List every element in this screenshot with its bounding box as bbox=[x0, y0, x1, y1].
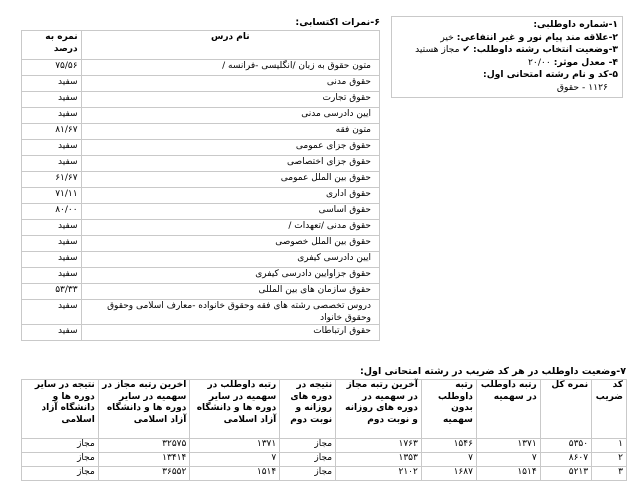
exam-field-label: ۵-کد و نام رشته امتحانی اول: bbox=[483, 69, 618, 80]
course-name: حقوق اساسی bbox=[81, 204, 379, 220]
grade-row bbox=[22, 284, 380, 300]
grade-row bbox=[22, 76, 380, 92]
applicant-number-label: ۱-شماره داوطلبی: bbox=[533, 19, 618, 30]
status-cell: ۲ bbox=[592, 453, 627, 467]
status-cell: ۱۵۱۴ bbox=[476, 467, 540, 481]
status-row bbox=[22, 467, 627, 481]
grade-row bbox=[22, 124, 380, 140]
course-grade: سفید bbox=[22, 268, 82, 284]
status-column-header: نمره کل bbox=[540, 380, 591, 439]
payam-noor-value: خیر bbox=[440, 31, 454, 43]
status-cell: ۷ bbox=[421, 453, 476, 467]
course-grade: سفید bbox=[22, 92, 82, 108]
status-column-header: آخرین رتبه مجاز در سهمیه در دوره های روزانه و نوبت دوم bbox=[336, 380, 422, 439]
status-cell: ۵۳۵۰ bbox=[540, 439, 591, 453]
status-cell: ۱۳۷۱ bbox=[190, 439, 280, 453]
status-cell: ۵۲۱۳ bbox=[540, 467, 591, 481]
status-cell: ۷ bbox=[476, 453, 540, 467]
course-grade: سفید bbox=[22, 140, 82, 156]
grade-row bbox=[22, 156, 380, 172]
course-grade: سفید bbox=[22, 156, 82, 172]
status-column-header: رتبه داوطلب در سهمیه bbox=[476, 380, 540, 439]
course-name: حقوق مدنی bbox=[81, 76, 379, 92]
grade-row bbox=[22, 172, 380, 188]
course-name: حقوق بین الملل خصوصی bbox=[81, 236, 379, 252]
course-grade: ۵۳/۳۳ bbox=[22, 284, 82, 300]
course-grade: ۸۱/۶۷ bbox=[22, 124, 82, 140]
grades-table bbox=[21, 30, 380, 341]
course-name: حقوق سازمان های بین المللی bbox=[81, 284, 379, 300]
status-cell: ۳۲۵۷۵ bbox=[98, 439, 190, 453]
grade-row bbox=[22, 60, 380, 76]
status-cell: مجاز bbox=[22, 439, 99, 453]
grade-row bbox=[22, 220, 380, 236]
status-cell: مجاز bbox=[280, 467, 336, 481]
status-row bbox=[22, 453, 627, 467]
course-name-header: نام درس bbox=[81, 31, 379, 60]
status-header-row bbox=[22, 380, 627, 439]
status-cell: مجاز bbox=[22, 453, 99, 467]
grade-row bbox=[22, 325, 380, 341]
status-column-header: رتبه داوطلب بدون سهمیه bbox=[421, 380, 476, 439]
grade-row bbox=[22, 92, 380, 108]
course-grade: سفید bbox=[22, 76, 82, 92]
course-name: حقوق بین الملل عمومی bbox=[81, 172, 379, 188]
grade-row bbox=[22, 300, 380, 325]
gpa-value: ۲۰/۰۰ bbox=[527, 56, 551, 68]
course-grade: ۶۱/۶۷ bbox=[22, 172, 82, 188]
gpa-label: ۴- معدل موثر: bbox=[553, 56, 618, 68]
status-cell: ۳۶۵۵۲ bbox=[98, 467, 190, 481]
status-column-header: کد ضریب bbox=[592, 380, 627, 439]
status-cell: ۷ bbox=[190, 453, 280, 467]
gpa-row bbox=[396, 57, 618, 70]
status-cell: ۸۶۰۷ bbox=[540, 453, 591, 467]
course-name: حقوق جزای عمومی bbox=[81, 140, 379, 156]
course-name: ایین دادرسی کیفری bbox=[81, 252, 379, 268]
status-cell: ۱۳۷۱ bbox=[476, 439, 540, 453]
status-cell: ۱۷۶۳ bbox=[336, 439, 422, 453]
status-column-header: نتیجه در دوره های روزانه و نوبت دوم bbox=[280, 380, 336, 439]
grade-row bbox=[22, 252, 380, 268]
course-name: حقوق جزاوایین دادرسی کیفری bbox=[81, 268, 379, 284]
exam-field-value: ۱۱۲۶ - حقوق bbox=[556, 81, 608, 93]
status-cell: ۲۱۰۲ bbox=[336, 467, 422, 481]
status-cell: ۱ bbox=[592, 439, 627, 453]
course-name: حقوق اداری bbox=[81, 188, 379, 204]
course-name: حقوق ارتباطات bbox=[81, 325, 379, 341]
status-table bbox=[21, 379, 627, 481]
course-grade: ۸۰/۰۰ bbox=[22, 204, 82, 220]
course-grade: سفید bbox=[22, 300, 82, 325]
status-row bbox=[22, 439, 627, 453]
status-cell: مجاز bbox=[280, 439, 336, 453]
course-grade: سفید bbox=[22, 220, 82, 236]
status-section-title: ۷-وضعیت داوطلب در هر کد ضریب در رشته امتحانی اول: bbox=[360, 366, 626, 377]
course-name: دروس تخصصی رشته های فقه وحقوق خانواده -معارف اسلامی وحقوق وحقوق خانواد bbox=[81, 300, 379, 325]
course-name: حقوق مدنی /تعهدات / bbox=[81, 220, 379, 236]
course-grade: ۷۱/۱۱ bbox=[22, 188, 82, 204]
selection-status-label: ۳-وضعیت انتخاب رشته داوطلب: bbox=[473, 44, 618, 55]
status-cell: ۳ bbox=[592, 467, 627, 481]
selection-status-row bbox=[396, 44, 618, 57]
payam-noor-row bbox=[396, 32, 618, 45]
status-column-header: نتیجه در سایر دوره ها و دانشگاه آزاد اسلامی bbox=[22, 380, 99, 439]
grade-row bbox=[22, 236, 380, 252]
status-cell: ۱۵۱۴ bbox=[190, 467, 280, 481]
course-grade: سفید bbox=[22, 325, 82, 341]
grade-percent-header: نمره به درصد bbox=[22, 31, 82, 60]
status-cell: ۱۵۴۶ bbox=[421, 439, 476, 453]
grades-section-title: ۶-نمرات اکتسابی: bbox=[295, 17, 380, 28]
status-column-header: اخرین رتبه مجاز در سهمیه در سایر دوره ها و دانشگاه آزاد اسلامی bbox=[98, 380, 190, 439]
grade-row bbox=[22, 108, 380, 124]
selection-status-value: مجاز هستید bbox=[415, 44, 460, 55]
status-cell: ۱۶۸۷ bbox=[421, 467, 476, 481]
grade-row bbox=[22, 268, 380, 284]
status-cell: ۱۳۵۳ bbox=[336, 453, 422, 467]
payam-noor-label: ۲-علاقه مند پیام نور و غیر انتفاعی: bbox=[456, 31, 618, 43]
check-icon: ✔ bbox=[462, 44, 471, 55]
course-grade: سفید bbox=[22, 236, 82, 252]
course-name: ایین دادرسی مدنی bbox=[81, 108, 379, 124]
course-grade: ۷۵/۵۶ bbox=[22, 60, 82, 76]
grade-row bbox=[22, 204, 380, 220]
course-grade: سفید bbox=[22, 108, 82, 124]
course-name: متون حقوق به زبان /انگلیسی -فرانسه / bbox=[81, 60, 379, 76]
course-name: حقوق تجارت bbox=[81, 92, 379, 108]
grade-row bbox=[22, 140, 380, 156]
course-name: حقوق جزای اختصاصی bbox=[81, 156, 379, 172]
status-cell: مجاز bbox=[22, 467, 99, 481]
status-cell: ۱۳۴۱۴ bbox=[98, 453, 190, 467]
status-cell: مجاز bbox=[280, 453, 336, 467]
grade-row bbox=[22, 188, 380, 204]
course-name: متون فقه bbox=[81, 124, 379, 140]
course-grade: سفید bbox=[22, 252, 82, 268]
grades-header-row bbox=[22, 31, 380, 60]
status-column-header: رتبه داوطلب در سهمیه در سایر دوره ها و دانشگاه آزاد اسلامی bbox=[190, 380, 280, 439]
applicant-info-box bbox=[391, 16, 623, 98]
